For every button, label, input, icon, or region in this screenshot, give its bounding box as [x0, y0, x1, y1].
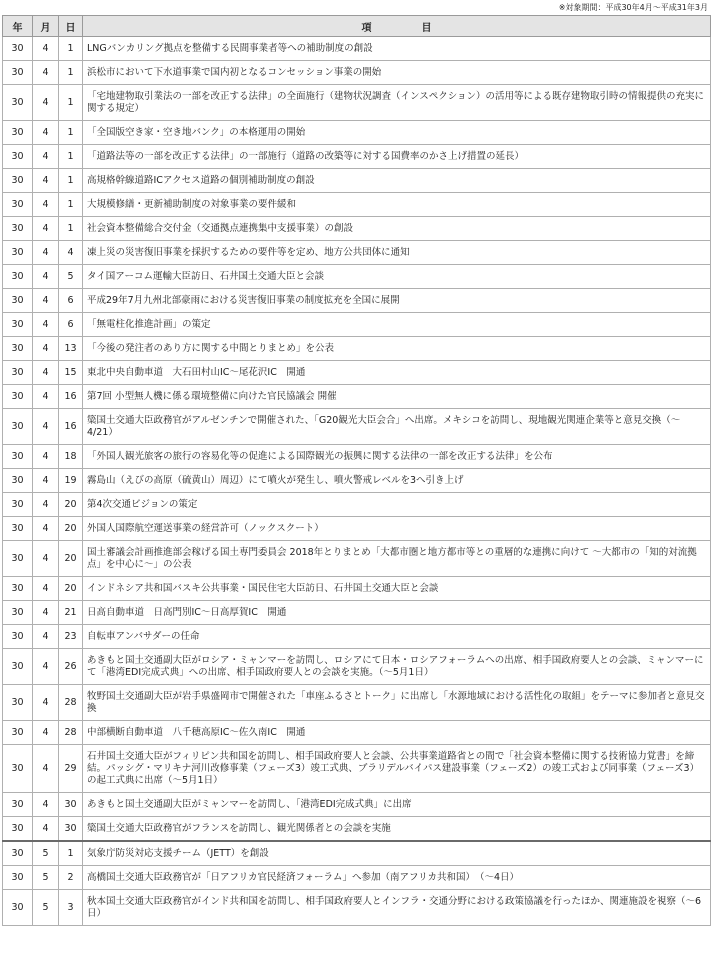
- cell-month: 4: [33, 313, 59, 337]
- header-year: 年: [3, 16, 33, 37]
- cell-day: 26: [59, 649, 83, 685]
- cell-year: 30: [3, 866, 33, 890]
- cell-month: 4: [33, 385, 59, 409]
- cell-item: 石井国土交通大臣がフィリピン共和国を訪問し、相手国政府要人と会談、公共事業道路省との間で「社会資本整備に関する技術協力覚書」を締結。パッシグ・マリキナ河川改修事業（フェーズ3）竣工式典、ブラリデルバイパス建設事業（フェーズ2）の竣工式および同事業（フェーズ3）の起工式典に出席（〜5月1日）: [83, 745, 711, 793]
- cell-month: 4: [33, 469, 59, 493]
- cell-day: 20: [59, 493, 83, 517]
- cell-year: 30: [3, 721, 33, 745]
- cell-year: 30: [3, 145, 33, 169]
- cell-year: 30: [3, 841, 33, 866]
- cell-month: 4: [33, 241, 59, 265]
- cell-day: 2: [59, 866, 83, 890]
- cell-day: 20: [59, 517, 83, 541]
- cell-day: 1: [59, 169, 83, 193]
- cell-day: 1: [59, 145, 83, 169]
- table-row: [3, 337, 711, 361]
- cell-month: 4: [33, 361, 59, 385]
- table-row: [3, 85, 711, 121]
- cell-month: 4: [33, 217, 59, 241]
- cell-day: 13: [59, 337, 83, 361]
- table-row: [3, 289, 711, 313]
- header-month: 月: [33, 16, 59, 37]
- cell-month: 4: [33, 145, 59, 169]
- cell-year: 30: [3, 385, 33, 409]
- cell-year: 30: [3, 313, 33, 337]
- cell-item: 「今後の発注者のあり方に関する中間とりまとめ」を公表: [83, 337, 711, 361]
- cell-day: 18: [59, 445, 83, 469]
- cell-item: 高規格幹線道路ICアクセス道路の個別補助制度の創設: [83, 169, 711, 193]
- cell-year: 30: [3, 361, 33, 385]
- cell-day: 1: [59, 841, 83, 866]
- cell-year: 30: [3, 337, 33, 361]
- table-row: [3, 385, 711, 409]
- table-row: [3, 649, 711, 685]
- cell-day: 16: [59, 409, 83, 445]
- cell-item: 気象庁防災対応支援チーム（JETT）を創設: [83, 841, 711, 866]
- cell-item: 外国人国際航空運送事業の経営許可（ノックスクート）: [83, 517, 711, 541]
- cell-month: 4: [33, 85, 59, 121]
- cell-day: 20: [59, 541, 83, 577]
- cell-item: 秋本国土交通大臣政務官がインド共和国を訪問し、相手国政府要人とインフラ・交通分野における政策協議を行ったほか、関連施設を視察（〜6日）: [83, 890, 711, 926]
- table-row: [3, 625, 711, 649]
- cell-item: タイ国アーコム運輸大臣訪日、石井国土交通大臣と会談: [83, 265, 711, 289]
- table-row: [3, 721, 711, 745]
- cell-item: 「全国版空き家・空き地バンク」の本格運用の開始: [83, 121, 711, 145]
- cell-item: 社会資本整備総合交付金（交通拠点連携集中支援事業）の創設: [83, 217, 711, 241]
- cell-month: 4: [33, 541, 59, 577]
- table-row: [3, 577, 711, 601]
- cell-day: 1: [59, 121, 83, 145]
- cell-month: 4: [33, 121, 59, 145]
- cell-month: 4: [33, 745, 59, 793]
- table-row: [3, 890, 711, 926]
- cell-day: 28: [59, 721, 83, 745]
- table-row: [3, 121, 711, 145]
- table-row: [3, 517, 711, 541]
- table-row: [3, 745, 711, 793]
- table-row: [3, 313, 711, 337]
- cell-year: 30: [3, 601, 33, 625]
- cell-year: 30: [3, 169, 33, 193]
- cell-year: 30: [3, 685, 33, 721]
- table-row: [3, 817, 711, 842]
- table-row: [3, 145, 711, 169]
- cell-year: 30: [3, 469, 33, 493]
- cell-day: 28: [59, 685, 83, 721]
- cell-year: 30: [3, 265, 33, 289]
- cell-item: あきもと国土交通副大臣がミャンマーを訪問し、「港湾EDI完成式典」に出席: [83, 793, 711, 817]
- cell-year: 30: [3, 649, 33, 685]
- table-row: [3, 469, 711, 493]
- cell-month: 4: [33, 577, 59, 601]
- table-row: [3, 445, 711, 469]
- table-row: [3, 601, 711, 625]
- period-note: ※対象期間：平成30年4月〜平成31年3月: [558, 3, 708, 12]
- cell-month: 4: [33, 409, 59, 445]
- cell-month: 4: [33, 685, 59, 721]
- cell-item: 日高自動車道 日高門別IC〜日高厚賀IC 開通: [83, 601, 711, 625]
- cell-item: 第7回 小型無人機に係る環境整備に向けた官民協議会 開催: [83, 385, 711, 409]
- cell-year: 30: [3, 37, 33, 61]
- cell-item: 簗国土交通大臣政務官がアルゼンチンで開催された、「G20観光大臣会合」へ出席。メキシコを訪問し、現地観光関連企業等と意見交換（〜4/21）: [83, 409, 711, 445]
- cell-month: 5: [33, 841, 59, 866]
- cell-item: 「宅地建物取引業法の一部を改正する法律」の全面施行（建物状況調査（インスペクション）の活用等による既存建物取引時の情報提供の充実に関する規定）: [83, 85, 711, 121]
- cell-month: 4: [33, 601, 59, 625]
- cell-month: 4: [33, 193, 59, 217]
- cell-item: 平成29年7月九州北部豪雨における災害復旧事業の制度拡充を全国に展開: [83, 289, 711, 313]
- cell-month: 4: [33, 793, 59, 817]
- cell-year: 30: [3, 85, 33, 121]
- header-day: 日: [59, 16, 83, 37]
- table-header-row: [3, 16, 711, 37]
- table-row: [3, 37, 711, 61]
- cell-year: 30: [3, 517, 33, 541]
- cell-year: 30: [3, 409, 33, 445]
- cell-item: 霧島山（えびの高原（硫黄山）周辺）にて噴火が発生し、噴火警戒レベルを3へ引き上げ: [83, 469, 711, 493]
- cell-year: 30: [3, 541, 33, 577]
- cell-year: 30: [3, 493, 33, 517]
- table-row: [3, 866, 711, 890]
- table-row: [3, 541, 711, 577]
- table-row: [3, 793, 711, 817]
- cell-day: 15: [59, 361, 83, 385]
- cell-item: 自転車アンバサダーの任命: [83, 625, 711, 649]
- cell-item: LNGバンカリング拠点を整備する民間事業者等への補助制度の創設: [83, 37, 711, 61]
- cell-month: 4: [33, 61, 59, 85]
- table-row: [3, 217, 711, 241]
- cell-item: インドネシア共和国バスキ公共事業・国民住宅大臣訪日、石井国土交通大臣と会談: [83, 577, 711, 601]
- table-row: [3, 241, 711, 265]
- cell-day: 4: [59, 241, 83, 265]
- cell-item: 国土審議会計画推進部会稼げる国土専門委員会 2018年とりまとめ「大都市圏と地方都市等との重層的な連携に向けて 〜大都市の「知的対流拠点」を中心に〜」の公表: [83, 541, 711, 577]
- table-row: [3, 685, 711, 721]
- cell-year: 30: [3, 577, 33, 601]
- cell-year: 30: [3, 793, 33, 817]
- cell-day: 1: [59, 193, 83, 217]
- cell-item: 第4次交通ビジョンの策定: [83, 493, 711, 517]
- cell-day: 30: [59, 817, 83, 842]
- cell-month: 4: [33, 721, 59, 745]
- cell-year: 30: [3, 745, 33, 793]
- cell-item: 「無電柱化推進計画」の策定: [83, 313, 711, 337]
- cell-item: 牧野国土交通副大臣が岩手県盛岡市で開催された「車座ふるさとトーク」に出席し「水源地域における活性化の取組」をテーマに参加者と意見交換: [83, 685, 711, 721]
- cell-day: 6: [59, 313, 83, 337]
- cell-day: 21: [59, 601, 83, 625]
- cell-day: 20: [59, 577, 83, 601]
- chronology-table: [2, 15, 711, 926]
- header-item: 項 目: [83, 16, 711, 37]
- cell-item: 「外国人観光旅客の旅行の容易化等の促進による国際観光の振興に関する法律の一部を改正する法律」を公布: [83, 445, 711, 469]
- cell-year: 30: [3, 289, 33, 313]
- cell-month: 4: [33, 517, 59, 541]
- cell-item: あきもと国土交通副大臣がロシア・ミャンマーを訪問し、ロシアにて日本・ロシアフォーラムへの出席、相手国政府要人との会談、ミャンマーにて「港湾EDI完成式典」への出席、相手国政府要人との会談を実施。（〜5月1日）: [83, 649, 711, 685]
- cell-month: 4: [33, 625, 59, 649]
- cell-item: 高橋国土交通大臣政務官が「日アフリカ官民経済フォーラム」へ参加（南アフリカ共和国） （〜4日）: [83, 866, 711, 890]
- cell-month: 4: [33, 169, 59, 193]
- cell-year: 30: [3, 445, 33, 469]
- cell-item: 簗国土交通大臣政務官がフランスを訪問し、観光関係者との会談を実施: [83, 817, 711, 842]
- cell-year: 30: [3, 817, 33, 842]
- cell-day: 3: [59, 890, 83, 926]
- cell-year: 30: [3, 241, 33, 265]
- cell-item: 「道路法等の一部を改正する法律」の一部施行（道路の改築等に対する国費率のかさ上げ措置の延長）: [83, 145, 711, 169]
- table-row: [3, 493, 711, 517]
- cell-day: 29: [59, 745, 83, 793]
- cell-day: 23: [59, 625, 83, 649]
- cell-year: 30: [3, 890, 33, 926]
- cell-month: 5: [33, 866, 59, 890]
- table-row: [3, 265, 711, 289]
- cell-item: 凍上災の災害復旧事業を採択するための要件等を定め、地方公共団体に通知: [83, 241, 711, 265]
- cell-day: 6: [59, 289, 83, 313]
- table-row: [3, 61, 711, 85]
- cell-year: 30: [3, 217, 33, 241]
- cell-day: 1: [59, 61, 83, 85]
- cell-month: 5: [33, 890, 59, 926]
- table-row: [3, 193, 711, 217]
- cell-day: 30: [59, 793, 83, 817]
- cell-item: 大規模修繕・更新補助制度の対象事業の要件緩和: [83, 193, 711, 217]
- cell-day: 1: [59, 85, 83, 121]
- cell-year: 30: [3, 61, 33, 85]
- table-row: [3, 169, 711, 193]
- cell-month: 4: [33, 37, 59, 61]
- cell-day: 19: [59, 469, 83, 493]
- cell-item: 中部横断自動車道 八千穂高原IC〜佐久南IC 開通: [83, 721, 711, 745]
- cell-month: 4: [33, 649, 59, 685]
- cell-year: 30: [3, 625, 33, 649]
- table-row: [3, 361, 711, 385]
- cell-month: 4: [33, 445, 59, 469]
- cell-year: 30: [3, 121, 33, 145]
- cell-month: 4: [33, 817, 59, 842]
- cell-month: 4: [33, 289, 59, 313]
- cell-year: 30: [3, 193, 33, 217]
- table-row: [3, 841, 711, 866]
- cell-day: 16: [59, 385, 83, 409]
- cell-month: 4: [33, 265, 59, 289]
- cell-item: 東北中央自動車道 大石田村山IC〜尾花沢IC 開通: [83, 361, 711, 385]
- cell-day: 5: [59, 265, 83, 289]
- cell-day: 1: [59, 37, 83, 61]
- cell-month: 4: [33, 493, 59, 517]
- cell-day: 1: [59, 217, 83, 241]
- cell-month: 4: [33, 337, 59, 361]
- table-row: [3, 409, 711, 445]
- cell-item: 浜松市において下水道事業で国内初となるコンセッション事業の開始: [83, 61, 711, 85]
